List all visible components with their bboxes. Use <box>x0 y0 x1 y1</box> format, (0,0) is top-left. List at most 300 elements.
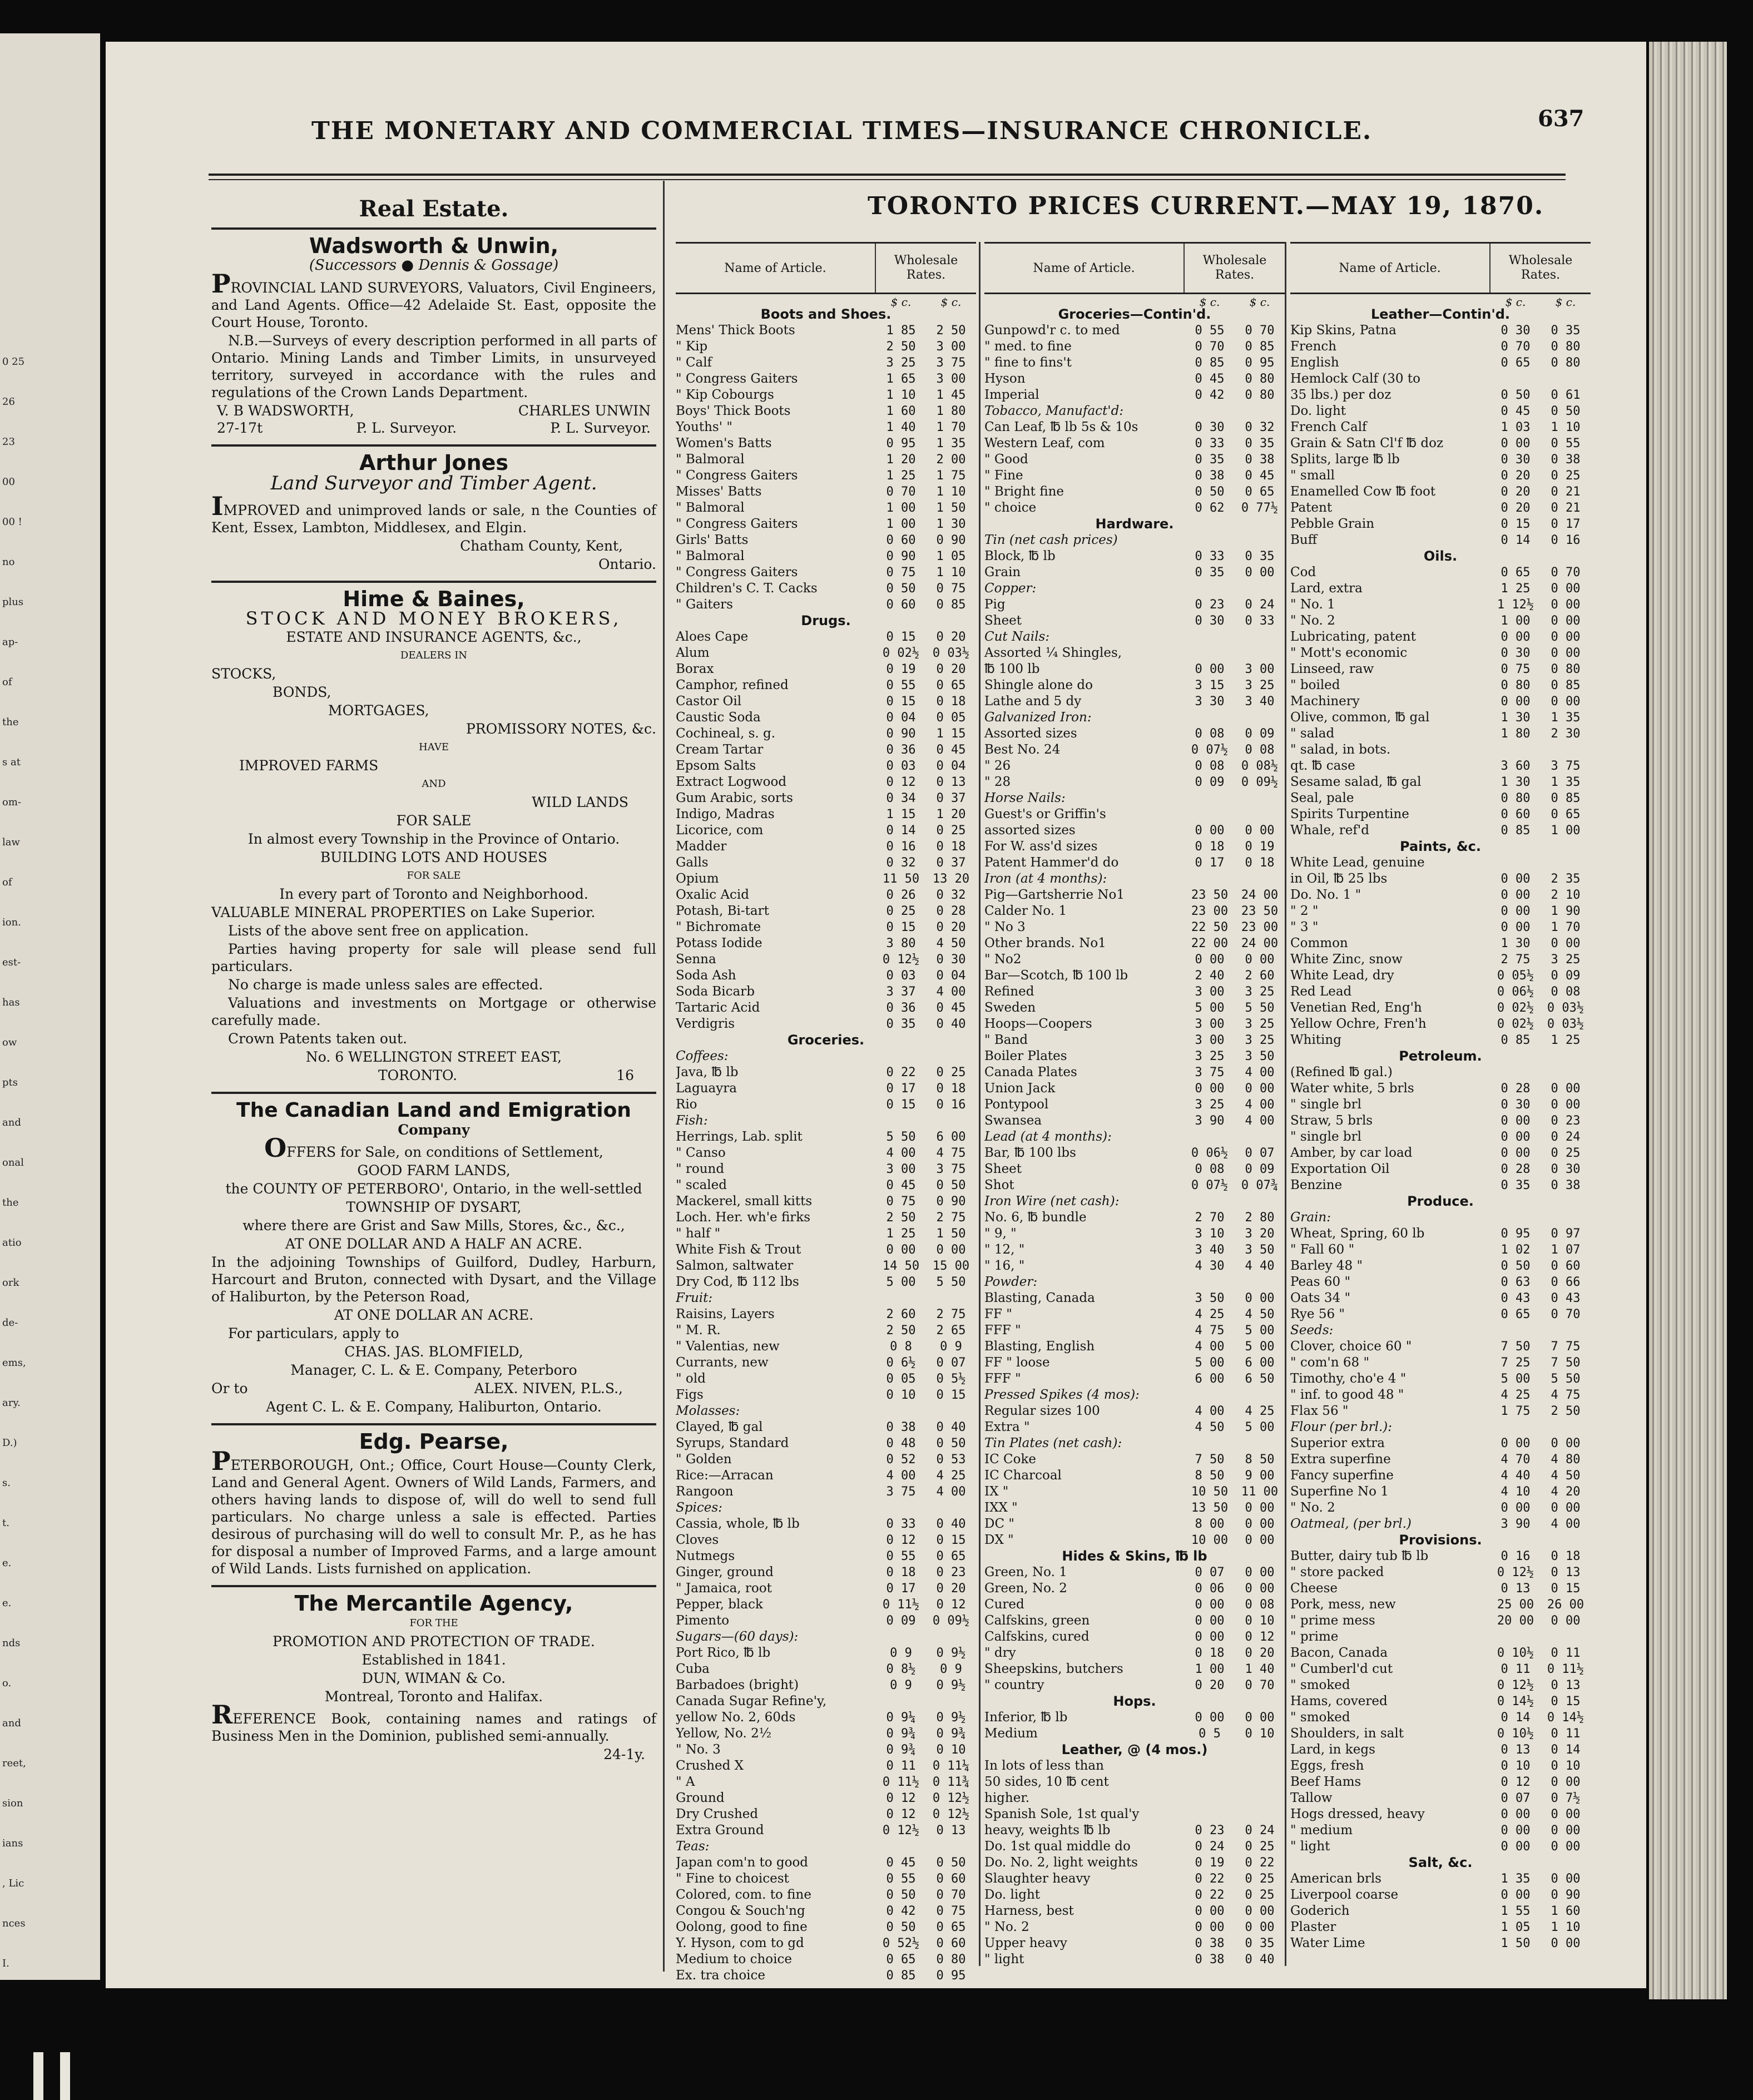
rate-high: 0 10 <box>1245 1614 1275 1628</box>
rate-high: 0 00 <box>1551 614 1581 628</box>
article-name: Shingle alone do <box>984 678 1093 692</box>
article-name: " Calf <box>676 355 712 370</box>
rate-high: 0 08 <box>1245 743 1275 757</box>
rate-low: 0 50 <box>886 1888 916 1902</box>
article-name: Pig—Gartsherrie No1 <box>984 888 1125 902</box>
rate-low: 0 05½ <box>1497 969 1534 983</box>
article-name: Canada Plates <box>984 1065 1077 1079</box>
price-row <box>676 1581 976 1597</box>
rate-high: 0 00 <box>1245 566 1275 580</box>
rate-low: 2 50 <box>886 1324 916 1338</box>
price-row <box>676 516 976 532</box>
article-name: Can Leaf, ℔ lb 5s & 10s <box>984 420 1138 434</box>
rate-low <box>1185 871 1235 887</box>
rate-low: 0 00 <box>1501 1146 1531 1160</box>
rate-low: 3 30 <box>1195 695 1225 709</box>
price-row <box>984 548 1285 564</box>
price-row <box>984 1774 1285 1790</box>
article-name: Boiler Plates <box>984 1049 1067 1063</box>
rate-low: 0 00 <box>1195 953 1225 967</box>
article-name: Superfine No 1 <box>1290 1484 1389 1499</box>
ad-place: Ontario. <box>598 556 656 572</box>
rate-high: 0 85 <box>936 598 966 612</box>
article-name: Wheat, Spring, 60 lb <box>1290 1226 1425 1241</box>
price-row <box>1290 984 1591 1000</box>
rate-low: 22 50 <box>1191 920 1229 934</box>
article-name: Cochineal, s. g. <box>676 726 776 741</box>
price-row <box>676 1145 976 1161</box>
price-row <box>676 1919 976 1935</box>
rate-low: 0 12 <box>1501 1775 1531 1789</box>
price-row <box>676 1693 976 1710</box>
divider <box>211 444 656 447</box>
rate-low <box>1490 1210 1541 1226</box>
article-name: higher. <box>984 1791 1030 1805</box>
rate-high: 1 70 <box>936 420 966 434</box>
rate-high: 0 85 <box>1551 791 1581 805</box>
article-name: Molasses: <box>676 1404 740 1418</box>
rate-high: 4 50 <box>1245 1307 1275 1321</box>
rate-low <box>1185 1758 1235 1774</box>
book-page-edges <box>1649 42 1727 1999</box>
price-row <box>676 1064 976 1081</box>
article-name: Whiting <box>1290 1033 1341 1047</box>
article-name: Eggs, fresh <box>1290 1759 1364 1773</box>
price-row <box>676 1613 976 1629</box>
ad-title: The Mercantile Agency, <box>294 1591 573 1616</box>
rate-low: 10 50 <box>1191 1485 1229 1499</box>
rate-high: 3 25 <box>1551 953 1581 967</box>
price-row <box>676 371 976 387</box>
rate-low: 0 08 <box>1195 1162 1225 1176</box>
rate-high: 0 50 <box>936 1178 966 1192</box>
article-name: " Canso <box>676 1146 726 1160</box>
article-name: " small <box>1290 468 1335 483</box>
price-row <box>984 1113 1285 1129</box>
article-name: " Gaiters <box>676 597 733 612</box>
rate-low: 0 00 <box>1501 1888 1531 1902</box>
header-rates: Wholesale Rates. <box>1202 254 1267 282</box>
article-name: Copper: <box>984 581 1037 596</box>
sliver-fragment: ary. <box>2 1397 21 1409</box>
rate-high: 0 00 <box>1245 1566 1275 1579</box>
book-binding-mark <box>33 2052 43 2100</box>
ad-line: where there are Grist and Saw Mills, Stores, &c., &c., <box>242 1217 625 1234</box>
rate-high: 0 35 <box>1245 549 1275 563</box>
unit-row <box>984 294 1285 309</box>
price-row <box>676 952 976 968</box>
rate-high: 0 00 <box>1551 1614 1581 1628</box>
rate-low: 0 12½ <box>882 953 920 967</box>
article-name: FFF " <box>984 1323 1021 1338</box>
unit-label: $ c. <box>890 295 912 309</box>
price-subheading <box>1290 1516 1591 1532</box>
price-row <box>984 1419 1285 1435</box>
article-name: Pepper, black <box>676 1597 763 1612</box>
rate-low: 0 19 <box>886 662 916 676</box>
article-name: " No. 3 <box>676 1742 721 1757</box>
price-section-heading <box>1290 548 1591 564</box>
rate-high: 7 75 <box>1551 1340 1581 1354</box>
ad-body: N.B.—Surveys of every description performed in all parts of Ontario. Mining Lands and Timber Limits, in unsurveyed territory, surveyed in accordance with the rules and regulations of the Crown Lands Department. <box>211 333 656 400</box>
price-row <box>676 484 976 500</box>
rate-high: 0 00 <box>1551 1936 1581 1950</box>
rate-high: 0 90 <box>936 533 966 547</box>
rate-high: 0 00 <box>1551 582 1581 596</box>
ad-line: Or to <box>211 1380 248 1396</box>
rate-high: 0 00 <box>1551 1437 1581 1450</box>
article-name: Lard, in kegs <box>1290 1742 1375 1757</box>
article-name: Port Rico, ℔ lb <box>676 1646 771 1660</box>
price-row <box>1290 1710 1591 1726</box>
rate-high: 5 00 <box>1245 1340 1275 1354</box>
divider <box>211 227 656 230</box>
rate-low: 0 30 <box>1501 453 1531 467</box>
ad-line: STOCK AND MONEY BROKERS, <box>245 608 622 629</box>
rate-high: 0 04 <box>936 969 966 983</box>
rate-high: 0 9½ <box>936 1678 966 1692</box>
divider <box>211 581 656 583</box>
rate-high: 0 65 <box>1245 485 1275 499</box>
article-name: " smoked <box>1290 1678 1350 1692</box>
rate-low: 0 70 <box>1501 340 1531 354</box>
rate-high: 0 18 <box>936 1082 966 1096</box>
price-row <box>984 1855 1285 1871</box>
price-row <box>984 1806 1285 1822</box>
rate-high: 3 25 <box>1245 1017 1275 1031</box>
rate-high: 0 00 <box>1551 1872 1581 1886</box>
price-row <box>676 1242 976 1258</box>
article-name: Benzine <box>1290 1178 1343 1192</box>
rate-low: 0 23 <box>1195 598 1225 612</box>
rate-high: 1 20 <box>936 808 966 821</box>
sliver-fragment: onal <box>2 1157 24 1168</box>
article-name: Galls <box>676 855 709 870</box>
rate-low: 1 30 <box>1501 937 1531 950</box>
rate-low: 0 9 <box>890 1646 912 1660</box>
rate-low: 0 17 <box>886 1582 916 1596</box>
article-name: " No 3 <box>984 920 1026 934</box>
ad-line: Manager, C. L. & E. Company, Peterboro <box>290 1362 577 1378</box>
divider <box>211 1423 656 1425</box>
rate-high: 0 25 <box>1245 1888 1275 1902</box>
price-row <box>984 1032 1285 1048</box>
rate-low: 2 40 <box>1195 969 1225 983</box>
article-name: Water Lime <box>1290 1936 1365 1950</box>
article-name: Aloes Cape <box>676 630 749 644</box>
article-name: Provisions. <box>1399 1532 1482 1548</box>
price-row <box>676 1129 976 1145</box>
rate-high: 2 80 <box>1245 1211 1275 1225</box>
rate-high: 0 00 <box>1551 630 1581 644</box>
rate-high <box>1541 1629 1591 1645</box>
real-estate-column <box>211 189 656 1764</box>
article-name: " Congress Gaiters <box>676 517 798 531</box>
price-row <box>1290 1226 1591 1242</box>
article-name: " dry <box>984 1646 1016 1660</box>
price-row <box>984 1564 1285 1581</box>
article-name: Salmon, saltwater <box>676 1259 794 1273</box>
sliver-fragment: and <box>2 1117 21 1128</box>
article-name: Groceries. <box>787 1032 865 1048</box>
rate-high: 2 30 <box>1551 727 1581 741</box>
article-name: Fancy superfine <box>1290 1468 1394 1483</box>
article-name: ℔ 100 lb <box>984 662 1040 676</box>
rate-low: 0 30 <box>1501 1098 1531 1112</box>
price-column-2 <box>984 242 1285 1968</box>
rate-low: 1 03 <box>1501 420 1531 434</box>
article-name: Dry Crushed <box>676 1807 759 1821</box>
price-row <box>1290 339 1591 355</box>
price-row <box>984 1532 1285 1548</box>
rate-high <box>1235 1806 1285 1822</box>
rate-high: 0 65 <box>936 678 966 692</box>
article-name: Dry Cod, ℔ 112 lbs <box>676 1275 799 1289</box>
rate-high: 0 9 <box>940 1662 962 1676</box>
rate-high: 0 13 <box>1551 1566 1581 1579</box>
article-name: Water white, 5 brls <box>1290 1081 1414 1096</box>
rate-low <box>876 1113 926 1129</box>
rate-low: 1 00 <box>886 517 916 531</box>
rate-high: 0 65 <box>936 1920 966 1934</box>
sliver-fragment: plus <box>2 596 24 608</box>
rate-high: 5 50 <box>1551 1372 1581 1386</box>
rate-low: 0 07 <box>1195 1566 1225 1579</box>
price-subheading <box>676 1113 976 1129</box>
price-row <box>676 532 976 548</box>
rate-low: 0 00 <box>1501 1807 1531 1821</box>
article-name: Boots and Shoes. <box>760 306 892 322</box>
price-row <box>676 1274 976 1290</box>
rate-low: 0 00 <box>1501 1437 1531 1450</box>
article-name: Children's C. T. Cacks <box>676 581 818 596</box>
rate-high: 6 50 <box>1245 1372 1275 1386</box>
rate-high: 0 5½ <box>936 1372 966 1386</box>
price-row <box>1290 726 1591 742</box>
price-row <box>676 1081 976 1097</box>
price-row <box>984 742 1285 758</box>
article-name: Lubricating, patent <box>1290 630 1416 644</box>
rate-low: 5 00 <box>886 1275 916 1289</box>
rate-low: 0 00 <box>1501 920 1531 934</box>
price-subheading <box>984 790 1285 806</box>
price-section-heading <box>984 1742 1285 1758</box>
rate-high: 0 20 <box>936 1582 966 1596</box>
rate-low: 0 28 <box>1501 1082 1531 1096</box>
rate-high: 3 00 <box>1245 662 1275 676</box>
rate-low: 0 45 <box>886 1178 916 1192</box>
rate-high: 1 10 <box>936 566 966 580</box>
sliver-fragment: nces <box>2 1918 26 1929</box>
price-row <box>676 435 976 452</box>
price-row <box>676 1645 976 1661</box>
rate-low: 0 85 <box>1501 1033 1531 1047</box>
article-name: Pimento <box>676 1613 730 1628</box>
rate-low: 0 35 <box>1501 1178 1531 1192</box>
price-row <box>676 774 976 790</box>
rate-low: 1 25 <box>886 469 916 483</box>
rate-high: 0 20 <box>936 662 966 676</box>
sliver-fragment: s at <box>2 756 21 768</box>
sliver-fragment: o. <box>2 1677 12 1689</box>
rate-high: 0 28 <box>936 904 966 918</box>
price-row <box>1290 790 1591 806</box>
rate-high: 0 18 <box>1551 1549 1581 1563</box>
rate-high: 0 00 <box>1245 1291 1275 1305</box>
price-row <box>984 1177 1285 1193</box>
article-name: Green, No. 1 <box>984 1565 1067 1579</box>
article-name: Calfskins, cured <box>984 1630 1090 1644</box>
article-name: Shot <box>984 1178 1014 1192</box>
rate-high <box>1235 1774 1285 1790</box>
price-row <box>984 500 1285 516</box>
ad-line: FOR SALE <box>396 813 472 829</box>
article-name: Soda Ash <box>676 968 736 983</box>
rate-low <box>876 1629 926 1645</box>
sliver-fragment: and <box>2 1717 21 1729</box>
rate-low: 0 00 <box>1501 630 1531 644</box>
book-binding-mark <box>60 2052 70 2100</box>
rate-low: 3 10 <box>1195 1227 1225 1241</box>
rate-high: 24 00 <box>1241 937 1279 950</box>
price-row <box>676 968 976 984</box>
rate-high: 1 90 <box>1551 904 1581 918</box>
price-row <box>676 677 976 694</box>
article-name: Pontypool <box>984 1097 1049 1112</box>
article-name: " med. to fine <box>984 339 1072 354</box>
article-name: Nutmegs <box>676 1549 735 1563</box>
rate-high: 5 50 <box>1245 1001 1275 1015</box>
rate-high: 0 22 <box>1245 1856 1275 1870</box>
article-name: " 3 " <box>1290 920 1319 934</box>
ad-edg-pearse <box>211 1429 656 1577</box>
ad-line: Established in 1841. <box>362 1652 506 1668</box>
rate-low <box>1185 1193 1235 1210</box>
rate-low: 0 18 <box>1195 840 1225 854</box>
rate-high: 0 80 <box>936 1953 966 1967</box>
rate-low <box>1185 1435 1235 1452</box>
ad-line: No charge is made unless sales are effected. <box>228 977 543 993</box>
rate-high: 0 61 <box>1551 388 1581 402</box>
price-row <box>676 790 976 806</box>
rate-low: 20 00 <box>1497 1614 1534 1628</box>
price-row <box>984 1597 1285 1613</box>
article-name: Leather, @ (4 mos.) <box>1061 1742 1208 1757</box>
rate-low: 1 85 <box>886 324 916 338</box>
article-name: Oatmeal, (per brl.) <box>1290 1517 1412 1531</box>
rate-high <box>1235 1790 1285 1806</box>
rate-low: 0 17 <box>1195 856 1225 870</box>
price-row <box>676 1903 976 1919</box>
article-name: " Bichromate <box>676 920 761 934</box>
rate-high: 0 9 <box>940 1340 962 1354</box>
price-row <box>1290 1581 1591 1597</box>
article-name: Liverpool coarse <box>1290 1888 1399 1902</box>
article-name: " M. R. <box>676 1323 721 1338</box>
ad-line: In the adjoining Townships of Guilford, Dudley, Harburn, Harcourt and Bruton, connected with Dysart, and the Village of Haliburton, by the Peterson Road, <box>211 1254 656 1305</box>
rate-low <box>1490 1323 1541 1339</box>
rate-low: 5 00 <box>1195 1001 1225 1015</box>
rate-low: 3 25 <box>1195 1049 1225 1063</box>
rate-low: 8 50 <box>1195 1469 1225 1483</box>
ad-line: VALUABLE MINERAL PROPERTIES on Lake Superior. <box>211 904 596 920</box>
rate-high: 3 00 <box>936 340 966 354</box>
rate-high: 0 03½ <box>1547 1001 1584 1015</box>
ad-wadsworth-unwin <box>211 234 656 437</box>
rate-low <box>1490 1629 1541 1645</box>
rate-low <box>876 1839 926 1855</box>
rate-high: 4 00 <box>1245 1114 1275 1128</box>
sliver-fragment: ow <box>2 1037 17 1048</box>
article-name: Alum <box>676 646 710 660</box>
article-name: Plaster <box>1290 1920 1336 1934</box>
article-name: Hams, covered <box>1290 1694 1388 1708</box>
article-name: White Fish & Trout <box>676 1242 801 1257</box>
article-name: Iron Wire (net cash): <box>984 1194 1120 1209</box>
rate-low: 3 90 <box>1501 1517 1531 1531</box>
ad-signatures <box>211 402 656 419</box>
price-row <box>1290 774 1591 790</box>
price-row <box>676 1548 976 1564</box>
rate-low: 0 18 <box>886 1566 916 1579</box>
rate-low: 0 65 <box>886 1953 916 1967</box>
rate-high: 6 00 <box>936 1130 966 1144</box>
article-name: Salt, &c. <box>1408 1855 1473 1870</box>
article-name: Linseed, raw <box>1290 662 1374 676</box>
rate-high: 1 35 <box>1551 711 1581 725</box>
price-row <box>1290 1661 1591 1677</box>
rate-low <box>876 1403 926 1419</box>
price-row <box>1290 468 1591 484</box>
rate-high: 3 75 <box>936 1162 966 1176</box>
rate-high: 1 10 <box>1551 420 1581 434</box>
rate-low: 0 22 <box>1195 1888 1225 1902</box>
price-row <box>1290 1693 1591 1710</box>
article-name: Do. No. 2, light weights <box>984 1855 1138 1870</box>
article-name: " A <box>676 1775 695 1789</box>
rate-high: 0 11 <box>1551 1727 1581 1741</box>
article-name: " prime mess <box>1290 1613 1375 1628</box>
article-name: IX " <box>984 1484 1009 1499</box>
rate-high: 0 30 <box>1551 1162 1581 1176</box>
rate-low: 1 25 <box>886 1227 916 1241</box>
article-name: Hemlock Calf (30 to <box>1290 372 1420 386</box>
price-row <box>676 710 976 726</box>
article-name: " Fall 60 " <box>1290 1242 1355 1257</box>
rate-high: 0 70 <box>1551 566 1581 580</box>
sliver-fragment: e. <box>2 1597 12 1609</box>
price-row <box>676 1822 976 1839</box>
rate-high: 4 25 <box>1245 1404 1275 1418</box>
article-name: Cloves <box>676 1533 719 1547</box>
rate-low: 1 30 <box>1501 775 1531 789</box>
price-row <box>676 839 976 855</box>
article-name: " Good <box>984 452 1028 467</box>
rate-low: 0 30 <box>1501 646 1531 660</box>
rate-low: 0 03 <box>886 969 916 983</box>
article-name: Pebble Grain <box>1290 517 1375 531</box>
rate-high: 1 05 <box>936 549 966 563</box>
article-name: FF " loose <box>984 1355 1050 1370</box>
article-name: " 2 " <box>1290 904 1319 918</box>
article-name: Mackerel, small kitts <box>676 1194 813 1209</box>
price-subheading <box>984 629 1285 645</box>
price-row <box>1290 1016 1591 1032</box>
price-row <box>676 694 976 710</box>
rate-low: 5 00 <box>1501 1372 1531 1386</box>
rate-low: 0 00 <box>886 1243 916 1257</box>
price-row <box>984 1726 1285 1742</box>
